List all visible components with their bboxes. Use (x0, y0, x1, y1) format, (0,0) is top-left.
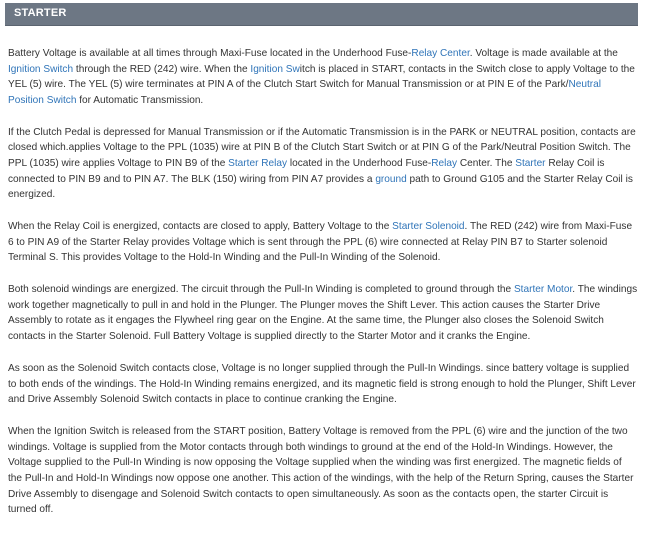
paragraph-text: Center. The (457, 157, 516, 169)
section-header (5, 3, 638, 26)
section-title: STARTER (14, 7, 67, 19)
paragraph-text: Both solenoid windings are energized. The circuit through the Pull-In Winding is completed to ground through the (8, 284, 514, 296)
link-starter-solenoid[interactable]: Starter Solenoid (392, 221, 465, 233)
link-starter-relay[interactable]: Starter Relay (228, 157, 288, 169)
article-body (8, 46, 638, 534)
paragraph-text: path to Ground G105 and the Starter Relay Coil is energized. (8, 173, 633, 201)
paragraph-text: As soon as the Solenoid Switch contacts close, Voltage is no longer supplied through the Pull-In Windings. since battery voltage is supplied to both ends of the windings. The Hold-In Winding remains energized, and its magnetic field is strong enough to hold the Plunger, Shift Lever and Drive Assembly Solenoid Switch contacts in place to continue cranking the Engine. (8, 363, 636, 406)
link-starter[interactable]: Starter (515, 157, 546, 169)
link-relay[interactable]: Relay (431, 157, 458, 169)
paragraph-5 (8, 361, 638, 408)
paragraph-1 (8, 46, 638, 108)
paragraph-text: . The windings work together magnetically to pull in and hold in the Plunger. The Plunger moves the Shift Lever. This action causes the Starter Drive Assembly to rotate as it engages the Flywheel ring gear on the Engine. At the same time, the Plunger also closes the Solenoid Switch contacts in the Starter Solenoid. Full Battery Voltage is supplied directly to the Starter Motor and it cranks the Engine. (8, 284, 638, 343)
paragraph-2 (8, 125, 638, 203)
paragraph-text: When the Relay Coil is energized, contacts are closed to apply, Battery Voltage to the (8, 221, 393, 233)
paragraph-text: When the Ignition Switch is released from the START position, Battery Voltage is removed from the PPL (6) wire and the junction of the two windings. Voltage is supplied from the Motor contacts through both windings to ground at the end of the Hold-In Windings. However, the Voltage supplied to the Pull-In Winding is now opposing the Voltage supplied when the winding was first energized. The magnetic fields of the Pull-In and Hold-In Windings now oppose one another. This action of the windings, with the help of the Return Spring, causes the Starter Drive Assembly to disengage and Solenoid Switch contacts to open simultaneously. As soon as the contacts open, the starter Circuit is turned off. (8, 426, 634, 516)
paragraph-text: located in the Underhood Fuse- (287, 157, 432, 169)
link-ground[interactable]: ground (375, 173, 407, 185)
paragraph-text: Battery Voltage is available at all times through Maxi-Fuse located in the Underhood Fuse- (8, 48, 412, 59)
paragraph-text: itch is placed in START, contacts in the Switch close to apply Voltage to the YEL (5) wire. The YEL (5) wire terminates at PIN A of the Clutch Start Switch for Manual Transmission or at PIN E of the Park/ (8, 63, 635, 91)
link-neutral-position-switch[interactable]: Neutral Position Switch (8, 79, 601, 106)
paragraph-3 (8, 219, 638, 266)
paragraph-text: Relay Coil is connected to PIN B9 and to PIN A7. The BLK (150) wiring from PIN A7 provides a (8, 157, 605, 185)
link-ignition-switch[interactable]: Ignition Switch (8, 63, 74, 75)
paragraph-text: If the Clutch Pedal is depressed for Manual Transmission or if the Automatic Transmission is in the PARK or NEUTRAL position, contacts are closed which.applies Voltage to the PPL (1035) wire at PIN B of the Clutch Start Switch or at PIN G of the Park/Neutral Position Switch. The PPL (1035) wire applies Voltage to PIN B9 of the (8, 126, 636, 169)
paragraph-text: . The RED (242) wire from Maxi-Fuse 6 to PIN A9 of the Starter Relay provides Voltage which is sent through the PPL (6) wire connected at Relay PIN B7 to Starter solenoid Terminal S. This provides Voltage to the Hold-In Winding and the Pull-In Winding of the Solenoid. (8, 221, 633, 264)
paragraph-text: through the RED (242) wire. When the (73, 63, 251, 75)
paragraph-4 (8, 282, 638, 344)
link-ignition-switch[interactable]: Ignition Sw (250, 63, 300, 75)
link-starter-motor[interactable]: Starter Motor (513, 284, 573, 296)
paragraph-text: for Automatic Transmission. (76, 94, 204, 106)
paragraph-text: . Voltage is made available at the (469, 48, 618, 59)
paragraph-6 (8, 424, 638, 518)
link-relay-center[interactable]: Relay Center (411, 48, 470, 59)
